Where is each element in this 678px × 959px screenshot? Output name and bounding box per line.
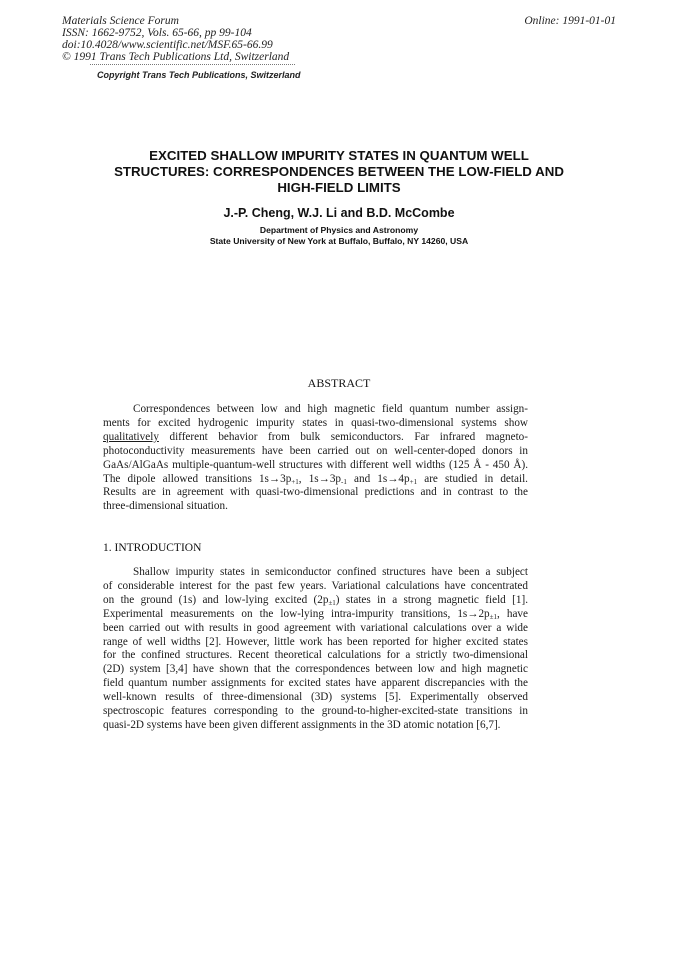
journal-header [62, 15, 289, 63]
affiliation-university: State University of New York at Buffalo, Buffalo, NY 14260, USA [209, 236, 469, 246]
subscript: -1 [341, 477, 347, 486]
subscript: +1 [291, 477, 299, 486]
paper-title [80, 148, 598, 196]
text-line: GaAs/AlGaAs multiple-quantum-well structures with different well widths (125 Å - 450 Å). [103, 458, 528, 471]
publisher-line: © 1991 Trans Tech Publications Ltd, Switzerland [62, 51, 290, 63]
text-line: Shallow impurity states in semiconductor confined structures have been a subject [133, 566, 528, 578]
text-span: different behavior from bulk semiconductors. Far infrared magneto- [158, 430, 528, 443]
abstract-text [103, 403, 528, 514]
subscript: +1 [409, 477, 418, 486]
scanned-header-remnant [90, 64, 295, 66]
text-span: on the ground (1s) and low-lying excited (2p [103, 593, 329, 606]
copyright-notice: Copyright Trans Tech Publications, Switzerland [97, 70, 301, 80]
text-line: Correspondences between low and high magnetic field quantum number assign- [133, 403, 528, 415]
issn-line: ISSN: 1662-9752, Vols. 65-66, pp 99-104 [62, 27, 252, 39]
introduction-text [103, 566, 528, 733]
text-line: three-dimensional situation. [103, 500, 228, 513]
abstract-heading: ABSTRACT [307, 376, 371, 390]
online-date: Online: 1991-01-01 [524, 15, 616, 27]
text-line: photoconductivity measurements have been carried out on well-center-doped donors in [103, 444, 528, 457]
text-line: quasi-2D systems have been given different assignments in the 3D atomic notation [6,7]. [103, 718, 501, 731]
text-line [103, 473, 528, 487]
text-line: ments for excited hydrogenic impurity states in quasi-two-dimensional systems show [103, 416, 528, 429]
text-line: well-known results of three-dimensional (3D) systems [5]. Experimentally observed [103, 691, 528, 704]
text-span: , have [497, 607, 528, 620]
text-line [103, 431, 528, 445]
text-line [103, 594, 528, 608]
section-heading-introduction: 1. INTRODUCTION [103, 542, 202, 554]
text-line: field quantum number assignments for excited states have apparent discrepancies with the [103, 677, 528, 690]
text-line: spectroscopic features corresponding to the ground-to-higher-excited-state transitions in [103, 705, 528, 718]
text-span: and 1s→4p [346, 472, 410, 485]
title-line: EXCITED SHALLOW IMPURITY STATES IN QUANTUM WELL [149, 148, 529, 163]
subscript: ±1 [328, 598, 336, 607]
text-line: been carried out with results in good agreement with variational calculations over a wide [103, 621, 528, 634]
text-line: range of well widths [2]. However, little work has been reported for higher excited states [103, 635, 528, 648]
text-line [103, 608, 528, 622]
text-line: (2D) system [3,4] have shown that the correspondences between low and high magnetic [103, 663, 528, 676]
text-span: The dipole allowed transitions 1s→3p [103, 472, 292, 485]
text-span: , 1s→3p [298, 472, 342, 485]
underlined-word: qualitatively [103, 430, 159, 443]
title-line: STRUCTURES: CORRESPONDENCES BETWEEN THE LOW-FIELD AND [114, 164, 564, 179]
text-span: ) states in a strong magnetic field [1]. [335, 593, 528, 606]
text-line: of considerable interest for the past few years. Variational calculations have concentrated [103, 579, 528, 592]
text-line: Results are in agreement with quasi-two-dimensional predictions and in contrast to the [103, 486, 528, 499]
text-span: Experimental measurements on the low-lying intra-impurity transitions, 1s→2p [103, 607, 490, 620]
doi-line[interactable]: doi:10.4028/www.scientific.net/MSF.65-66.99 [62, 39, 273, 51]
affiliation-department: Department of Physics and Astronomy [259, 225, 419, 235]
text-span: are studied in detail. [417, 472, 528, 485]
text-line: for the confined structures. Recent theoretical calculations for a strictly two-dimensional [103, 649, 528, 662]
author-list: J.-P. Cheng, W.J. Li and B.D. McCombe [223, 206, 455, 220]
subscript: ±1 [489, 612, 497, 621]
journal-name: Materials Science Forum [62, 15, 179, 27]
title-line: HIGH-FIELD LIMITS [277, 180, 401, 195]
